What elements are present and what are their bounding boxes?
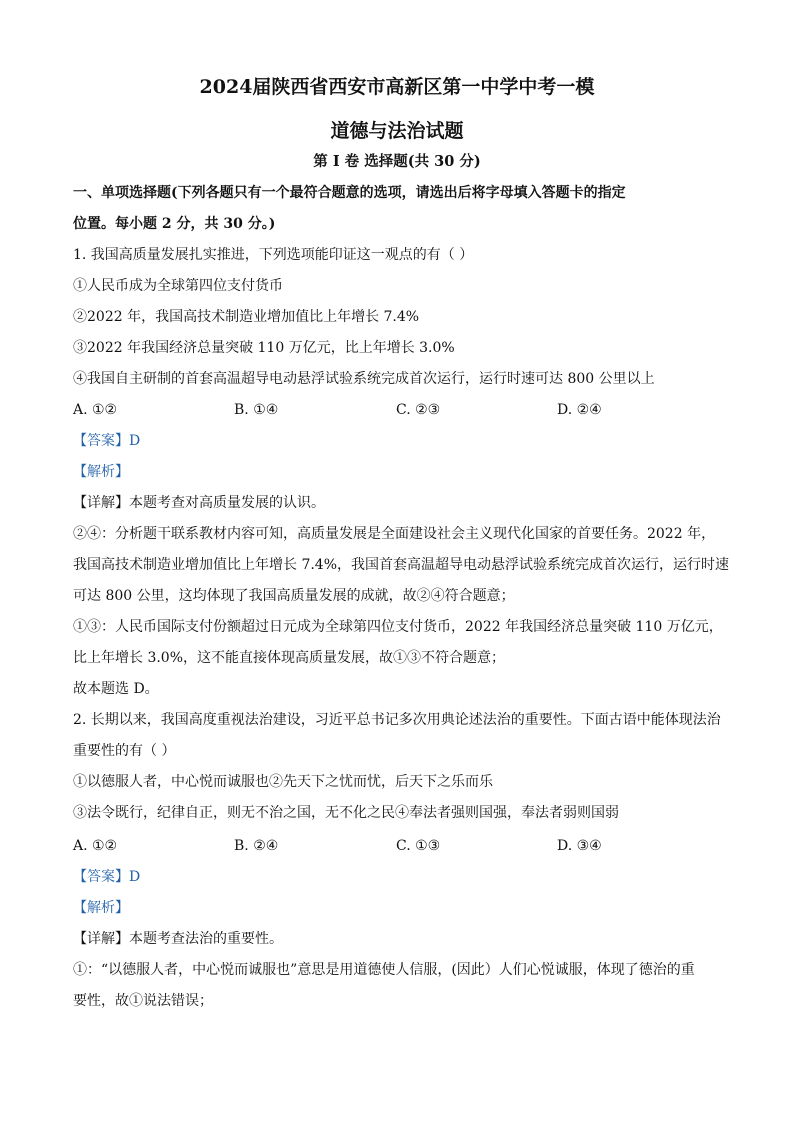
section-heading-line2: 位置。每小题 2 分，共 30 分。) xyxy=(73,216,276,232)
q2-statements-1-2: ①以德服人者，中心悦而诚服也②先天下之忧而忧，后天下之乐而乐 xyxy=(73,774,493,790)
q2-statements-3-4: ③法令既行，纪律自正，则无不治之国，无不化之民④奉法者强则国强，奉法者弱则国弱 xyxy=(73,805,619,821)
q1-detail: 【详解】本题考查对高质量发展的认识。 xyxy=(73,495,325,511)
q2-answer: 【答案】D xyxy=(73,869,141,885)
q2-option-c: C. ①③ xyxy=(396,838,441,854)
exam-subject: 道德与法治试题 xyxy=(330,120,464,142)
q1-statement-4: ④我国自主研制的首套高温超导电动悬浮试验系统完成首次运行，运行时速可达 800 公里以上 xyxy=(73,371,655,387)
q2-stem-line2: 重要性的有（ ） xyxy=(73,743,176,759)
q1-explanation-2b: 比上年增长 3.0%，这不能直接体现高质量发展，故①③不符合题意； xyxy=(73,650,506,666)
q1-analysis-label: 【解析】 xyxy=(73,464,129,480)
q1-answer: 【答案】D xyxy=(73,433,141,449)
q2-option-d: D. ③④ xyxy=(557,838,602,854)
q2-option-a: A. ①② xyxy=(73,838,118,854)
q1-explanation-2a: ①③：人民币国际支付份额超过日元成为全球第四位支付货币，2022 年我国经济总量突破 110 万亿元， xyxy=(73,619,723,635)
section-heading-line1: 一、单项选择题(下列各题只有一个最符合题意的选项，请选出后将字母填入答题卡的指定 xyxy=(73,185,626,201)
q2-option-b: B. ②④ xyxy=(234,838,279,854)
q1-option-b: B. ①④ xyxy=(234,402,279,418)
q2-explanation-1b: 要性，故①说法错误； xyxy=(73,993,213,1009)
volume-heading: 第 I 卷 选择题(共 30 分) xyxy=(313,153,481,170)
q1-option-d: D. ②④ xyxy=(557,402,602,418)
q2-explanation-1a: ①：“以德服人者，中心悦而诚服也”意思是用道德使人信服，(因此）人们心悦诚服，体现了德治的重 xyxy=(73,962,695,978)
q1-statement-3: ③2022 年我国经济总量突破 110 万亿元，比上年增长 3.0% xyxy=(73,340,455,356)
q2-analysis-label: 【解析】 xyxy=(73,900,129,916)
q1-explanation-1b: 我国高技术制造业增加值比上年增长 7.4%，我国首套高温超导电动悬浮试验系统完成首次运行，运行时速 xyxy=(73,557,730,573)
q1-explanation-1a: ②④：分析题干联系教材内容可知，高质量发展是全面建设社会主义现代化国家的首要任务。2022 年， xyxy=(73,526,716,542)
q1-option-a: A. ①② xyxy=(73,402,118,418)
q1-statement-2: ②2022 年，我国高技术制造业增加值比上年增长 7.4% xyxy=(73,309,420,325)
q1-stem: 1. 我国高质量发展扎实推进，下列选项能印证这一观点的有（ ） xyxy=(73,247,474,263)
q1-explanation-1c: 可达 800 公里，这均体现了我国高质量发展的成就，故②④符合题意； xyxy=(73,588,515,604)
q1-conclusion: 故本题选 D。 xyxy=(73,681,159,697)
q1-statement-1: ①人民币成为全球第四位支付货币 xyxy=(73,278,283,294)
exam-title: 2024届陕西省西安市高新区第一中学中考一模 xyxy=(199,76,595,98)
q2-stem-line1: 2. 长期以来，我国高度重视法治建设，习近平总书记多次用典论述法治的重要性。下面古语中能体现法治 xyxy=(73,712,721,728)
q1-option-c: C. ②③ xyxy=(396,402,441,418)
q2-detail: 【详解】本题考查法治的重要性。 xyxy=(73,931,283,947)
